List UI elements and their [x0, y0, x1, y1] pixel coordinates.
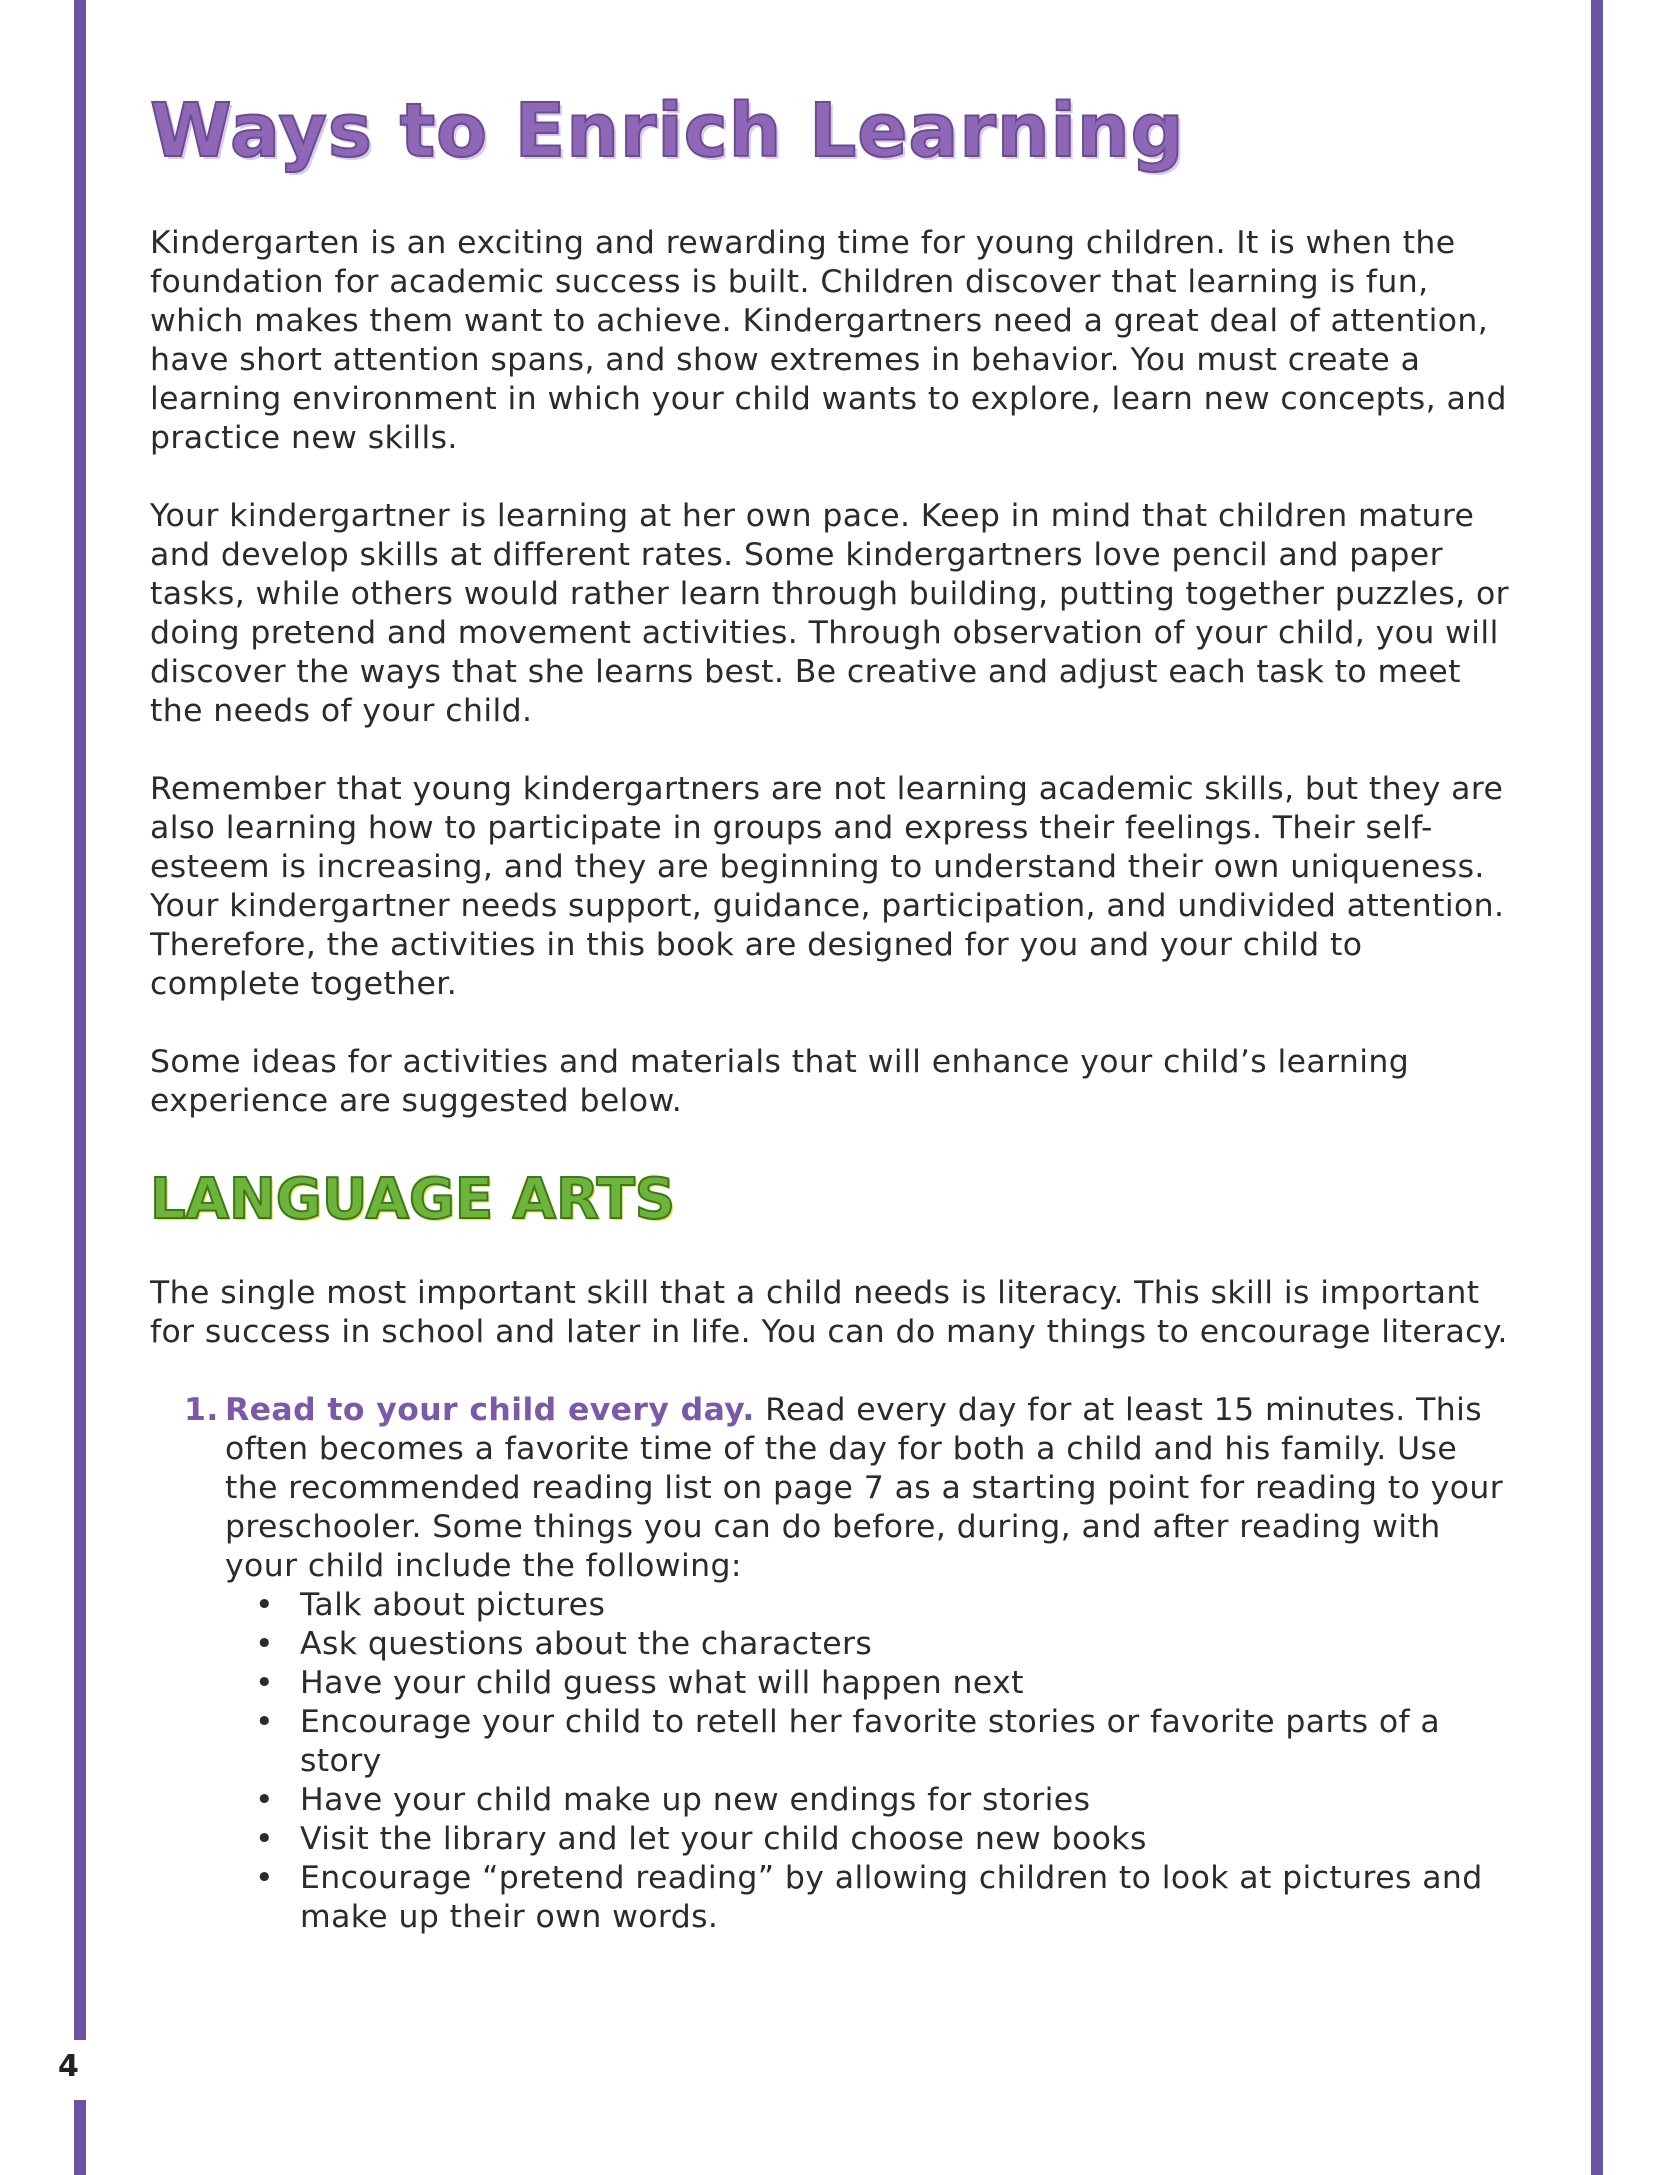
intro-paragraph-2: Your kindergartner is learning at her own pace. Keep in mind that children mature and develop skills at different rates. Some kindergartners love pencil and paper tasks, while others would rather learn through building, putting together puzzles, or doing pretend and movement activities. Through observation of your child, you will discover the ways that she learns best. Be creative and adjust each task to meet the needs of your child. [150, 498, 1510, 729]
tip-number: 1. [184, 1392, 219, 1428]
left-border-bar-bottom [74, 2100, 86, 2175]
page-title: Ways to Enrich Learning [150, 88, 1185, 174]
tips-list [150, 1391, 1510, 1937]
left-border-bar [74, 0, 86, 2040]
bullet-item: • Visit the library and let your child choose new books [225, 1820, 1510, 1859]
language-arts-intro: The single most important skill that a child needs is literacy. This skill is important for success in school and later in life. You can do many things to encourage literacy. [150, 1275, 1508, 1350]
tip-text: Read every day for at least 15 minutes. This often becomes a favorite time of the day for both a child and his family. Use the recommended reading list on page 7 as a starting point for reading to your preschooler. Some things you can do before, during, and after reading with your child include the following: [225, 1392, 1504, 1584]
intro-paragraph-3: Remember that young kindergartners are not learning academic skills, but they are also learning how to participate in groups and express their feelings. Their self-esteem is increasing, and they are beginning to understand their own uniqueness. Your kindergartner needs support, guidance, participation, and undivided attention. Therefore, the activities in this book are designed for you and your child to complete together. [150, 771, 1505, 1002]
page-content [150, 88, 1510, 1937]
bullet-item: • Have your child make up new endings for stories [225, 1781, 1510, 1820]
tip-heading: Read to your child every day. [225, 1392, 755, 1428]
bullet-item: • Talk about pictures [225, 1586, 1510, 1625]
page-number: 4 [58, 2049, 79, 2084]
tip-item [150, 1391, 1510, 1937]
bullet-item: • Have your child guess what will happen next [225, 1664, 1510, 1703]
bullet-item: • Encourage “pretend reading” by allowing children to look at pictures and make up their own words. [225, 1859, 1510, 1937]
bullet-item: • Ask questions about the characters [225, 1625, 1510, 1664]
right-border-bar [1591, 0, 1603, 2175]
bullet-item: • Encourage your child to retell her favorite stories or favorite parts of a story [225, 1703, 1510, 1781]
intro-paragraph-4: Some ideas for activities and materials that will enhance your child’s learning experience are suggested below. [150, 1044, 1410, 1119]
intro-paragraph-1: Kindergarten is an exciting and rewarding time for young children. It is when the foundation for academic success is built. Children discover that learning is fun, which makes them want to achieve. Kindergartners need a great deal of attention, have short attention spans, and show extremes in behavior. You must create a learning environment in which your child wants to explore, learn new concepts, and practice new skills. [150, 225, 1507, 456]
section-heading-language-arts: LANGUAGE ARTS [150, 1167, 676, 1232]
tip-bullet-list [225, 1586, 1510, 1937]
